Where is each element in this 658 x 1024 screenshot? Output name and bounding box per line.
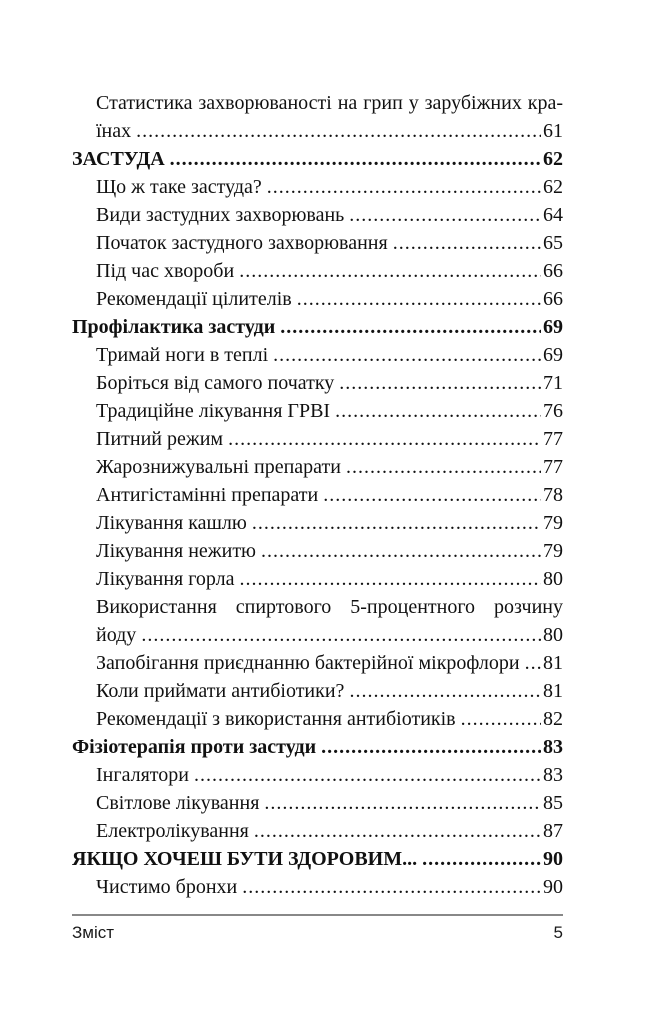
toc-entry — [72, 313, 563, 341]
toc-entry — [72, 117, 563, 145]
toc-leader-dots — [141, 621, 541, 649]
toc-leader-dots — [335, 397, 541, 425]
toc-entry — [72, 537, 563, 565]
toc-entry-page-number: 78 — [543, 484, 563, 506]
toc-entry — [72, 705, 563, 733]
toc-leader-dots — [323, 481, 541, 509]
toc-leader-dots — [228, 425, 541, 453]
toc-entry — [72, 369, 563, 397]
toc-entry — [72, 201, 563, 229]
toc-entry — [72, 733, 563, 761]
toc-entry — [72, 677, 563, 705]
toc-leader-dots — [194, 761, 541, 789]
toc-entry-title: Фізіотерапія проти застуди — [72, 736, 317, 758]
toc-entry-title: Профілактика застуди — [72, 316, 276, 338]
toc-entry-page-number: 90 — [543, 876, 563, 898]
toc-entry-page-number: 69 — [543, 344, 563, 366]
toc-entry-page-number: 77 — [543, 428, 563, 450]
toc-entry-page-number: 83 — [543, 736, 563, 758]
toc-entry-page-number: 62 — [543, 176, 563, 198]
toc-entry-page-number: 66 — [543, 288, 563, 310]
toc-entry-page-number: 85 — [543, 792, 563, 814]
toc-entry-page-number: 79 — [543, 540, 563, 562]
toc-leader-dots — [240, 565, 541, 593]
toc-entry-page-number: 62 — [543, 148, 563, 170]
toc-entry-title: Запобігання приєднанню бактерійної мікрофлори — [96, 652, 520, 674]
toc-entry-title: Коли приймати антибіотики? — [96, 680, 345, 702]
toc-entry — [72, 173, 563, 201]
toc-entry-title: Антигістамінні препарати — [96, 484, 319, 506]
toc-entry — [72, 845, 563, 873]
toc-leader-dots — [280, 313, 541, 341]
footer-page-number: 5 — [553, 923, 563, 942]
toc-leader-dots — [267, 173, 541, 201]
toc-entry-page-number: 66 — [543, 260, 563, 282]
toc-entry-page-number: 80 — [543, 624, 563, 646]
toc-entry-page-number: 64 — [543, 204, 563, 226]
toc-entry-title: Що ж таке застуда? — [96, 176, 262, 198]
toc-leader-dots — [461, 705, 541, 733]
toc-entry — [72, 453, 563, 481]
toc-entry-page-number: 80 — [543, 568, 563, 590]
toc-entry-title: Чистимо бронхи — [96, 876, 238, 898]
toc-entry-title: Рекомендації цілителів — [96, 288, 292, 310]
toc-leader-dots — [422, 845, 541, 873]
toc-entry-title: ЗАСТУДА — [72, 148, 165, 170]
toc-leader-dots — [264, 789, 541, 817]
toc-entry-title: Тримай ноги в теплі — [96, 344, 269, 366]
toc-entry-title: їнах — [96, 120, 132, 142]
toc-entry-page-number: 81 — [543, 680, 563, 702]
toc-leader-dots — [339, 369, 541, 397]
toc-entry-title: Інгалятори — [96, 764, 189, 786]
toc-entry — [72, 565, 563, 593]
toc-leader-dots — [321, 733, 541, 761]
toc-entry — [72, 481, 563, 509]
toc-entry — [72, 425, 563, 453]
toc-entry-page-number: 71 — [543, 372, 563, 394]
toc-leader-dots — [252, 509, 541, 537]
toc-entry-title: Під час хвороби — [96, 260, 235, 282]
toc-leader-dots — [393, 229, 541, 257]
toc-leader-dots — [136, 117, 541, 145]
toc-entry-page-number: 82 — [543, 708, 563, 730]
toc-entry-page-number: 69 — [543, 316, 563, 338]
toc-entry-title: Види застудних захворювань — [96, 204, 345, 226]
toc-leader-dots — [349, 677, 541, 705]
toc-entry — [72, 397, 563, 425]
toc-leader-dots — [242, 873, 541, 901]
toc-entry-title: Лікування горла — [96, 568, 235, 590]
toc-entry — [72, 229, 563, 257]
toc-entry-title: Лікування нежитю — [96, 540, 256, 562]
toc-entry-title: ЯКЩО ХОЧЕШ БУТИ ЗДОРОВИМ... — [72, 848, 418, 870]
toc-leader-dots — [170, 145, 541, 173]
toc-entry-page-number: 65 — [543, 232, 563, 254]
toc-leader-dots — [239, 257, 541, 285]
toc-entry-title: Початок застудного захворювання — [96, 232, 388, 254]
toc-entry-title: Рекомендації з використання антибіотиків — [96, 708, 456, 730]
toc-entry — [72, 285, 563, 313]
toc-leader-dots — [254, 817, 541, 845]
toc-entry-title: йоду — [96, 624, 137, 646]
toc-entry — [72, 817, 563, 845]
toc-entry-title: Традиційне лікування ГРВІ — [96, 400, 331, 422]
toc-entry — [72, 341, 563, 369]
toc-leader-dots — [349, 201, 541, 229]
toc-entry — [72, 145, 563, 173]
toc-entry — [72, 873, 563, 901]
toc-entry — [72, 789, 563, 817]
toc-entry-title: Світлове лікування — [96, 792, 260, 814]
toc-entry — [72, 761, 563, 789]
toc-entry-page-number: 81 — [543, 652, 563, 674]
toc-entry-title: Лікування кашлю — [96, 512, 247, 534]
toc-entry-title: Боріться від самого початку — [96, 372, 335, 394]
toc-leader-dots — [261, 537, 541, 565]
toc-entry-page-number: 87 — [543, 820, 563, 842]
table-of-contents — [72, 89, 563, 901]
toc-entry — [72, 509, 563, 537]
toc-entry-page-number: 79 — [543, 512, 563, 534]
toc-entry — [72, 621, 563, 649]
toc-leader-dots — [525, 649, 541, 677]
footer-section-label: Зміст — [72, 923, 115, 942]
toc-entry-page-number: 61 — [543, 120, 563, 142]
toc-entry-title: Питний режим — [96, 428, 224, 450]
page-footer — [72, 914, 563, 943]
toc-entry-page-number: 83 — [543, 764, 563, 786]
toc-leader-dots — [346, 453, 541, 481]
toc-entry-overflow-line: Статистика захворюваності на грип у зарубіжних кра- — [96, 92, 563, 114]
toc-entry — [72, 257, 563, 285]
toc-leader-dots — [273, 341, 541, 369]
toc-entry-page-number: 76 — [543, 400, 563, 422]
toc-entry-title: Електролікування — [96, 820, 249, 842]
toc-entry-page-number: 90 — [543, 848, 563, 870]
toc-entry-title: Жарознижувальні препарати — [96, 456, 341, 478]
toc-entry-overflow-line: Використання спиртового 5-процентного розчину — [96, 596, 563, 618]
toc-entry-page-number: 77 — [543, 456, 563, 478]
toc-entry — [72, 649, 563, 677]
toc-leader-dots — [297, 285, 541, 313]
